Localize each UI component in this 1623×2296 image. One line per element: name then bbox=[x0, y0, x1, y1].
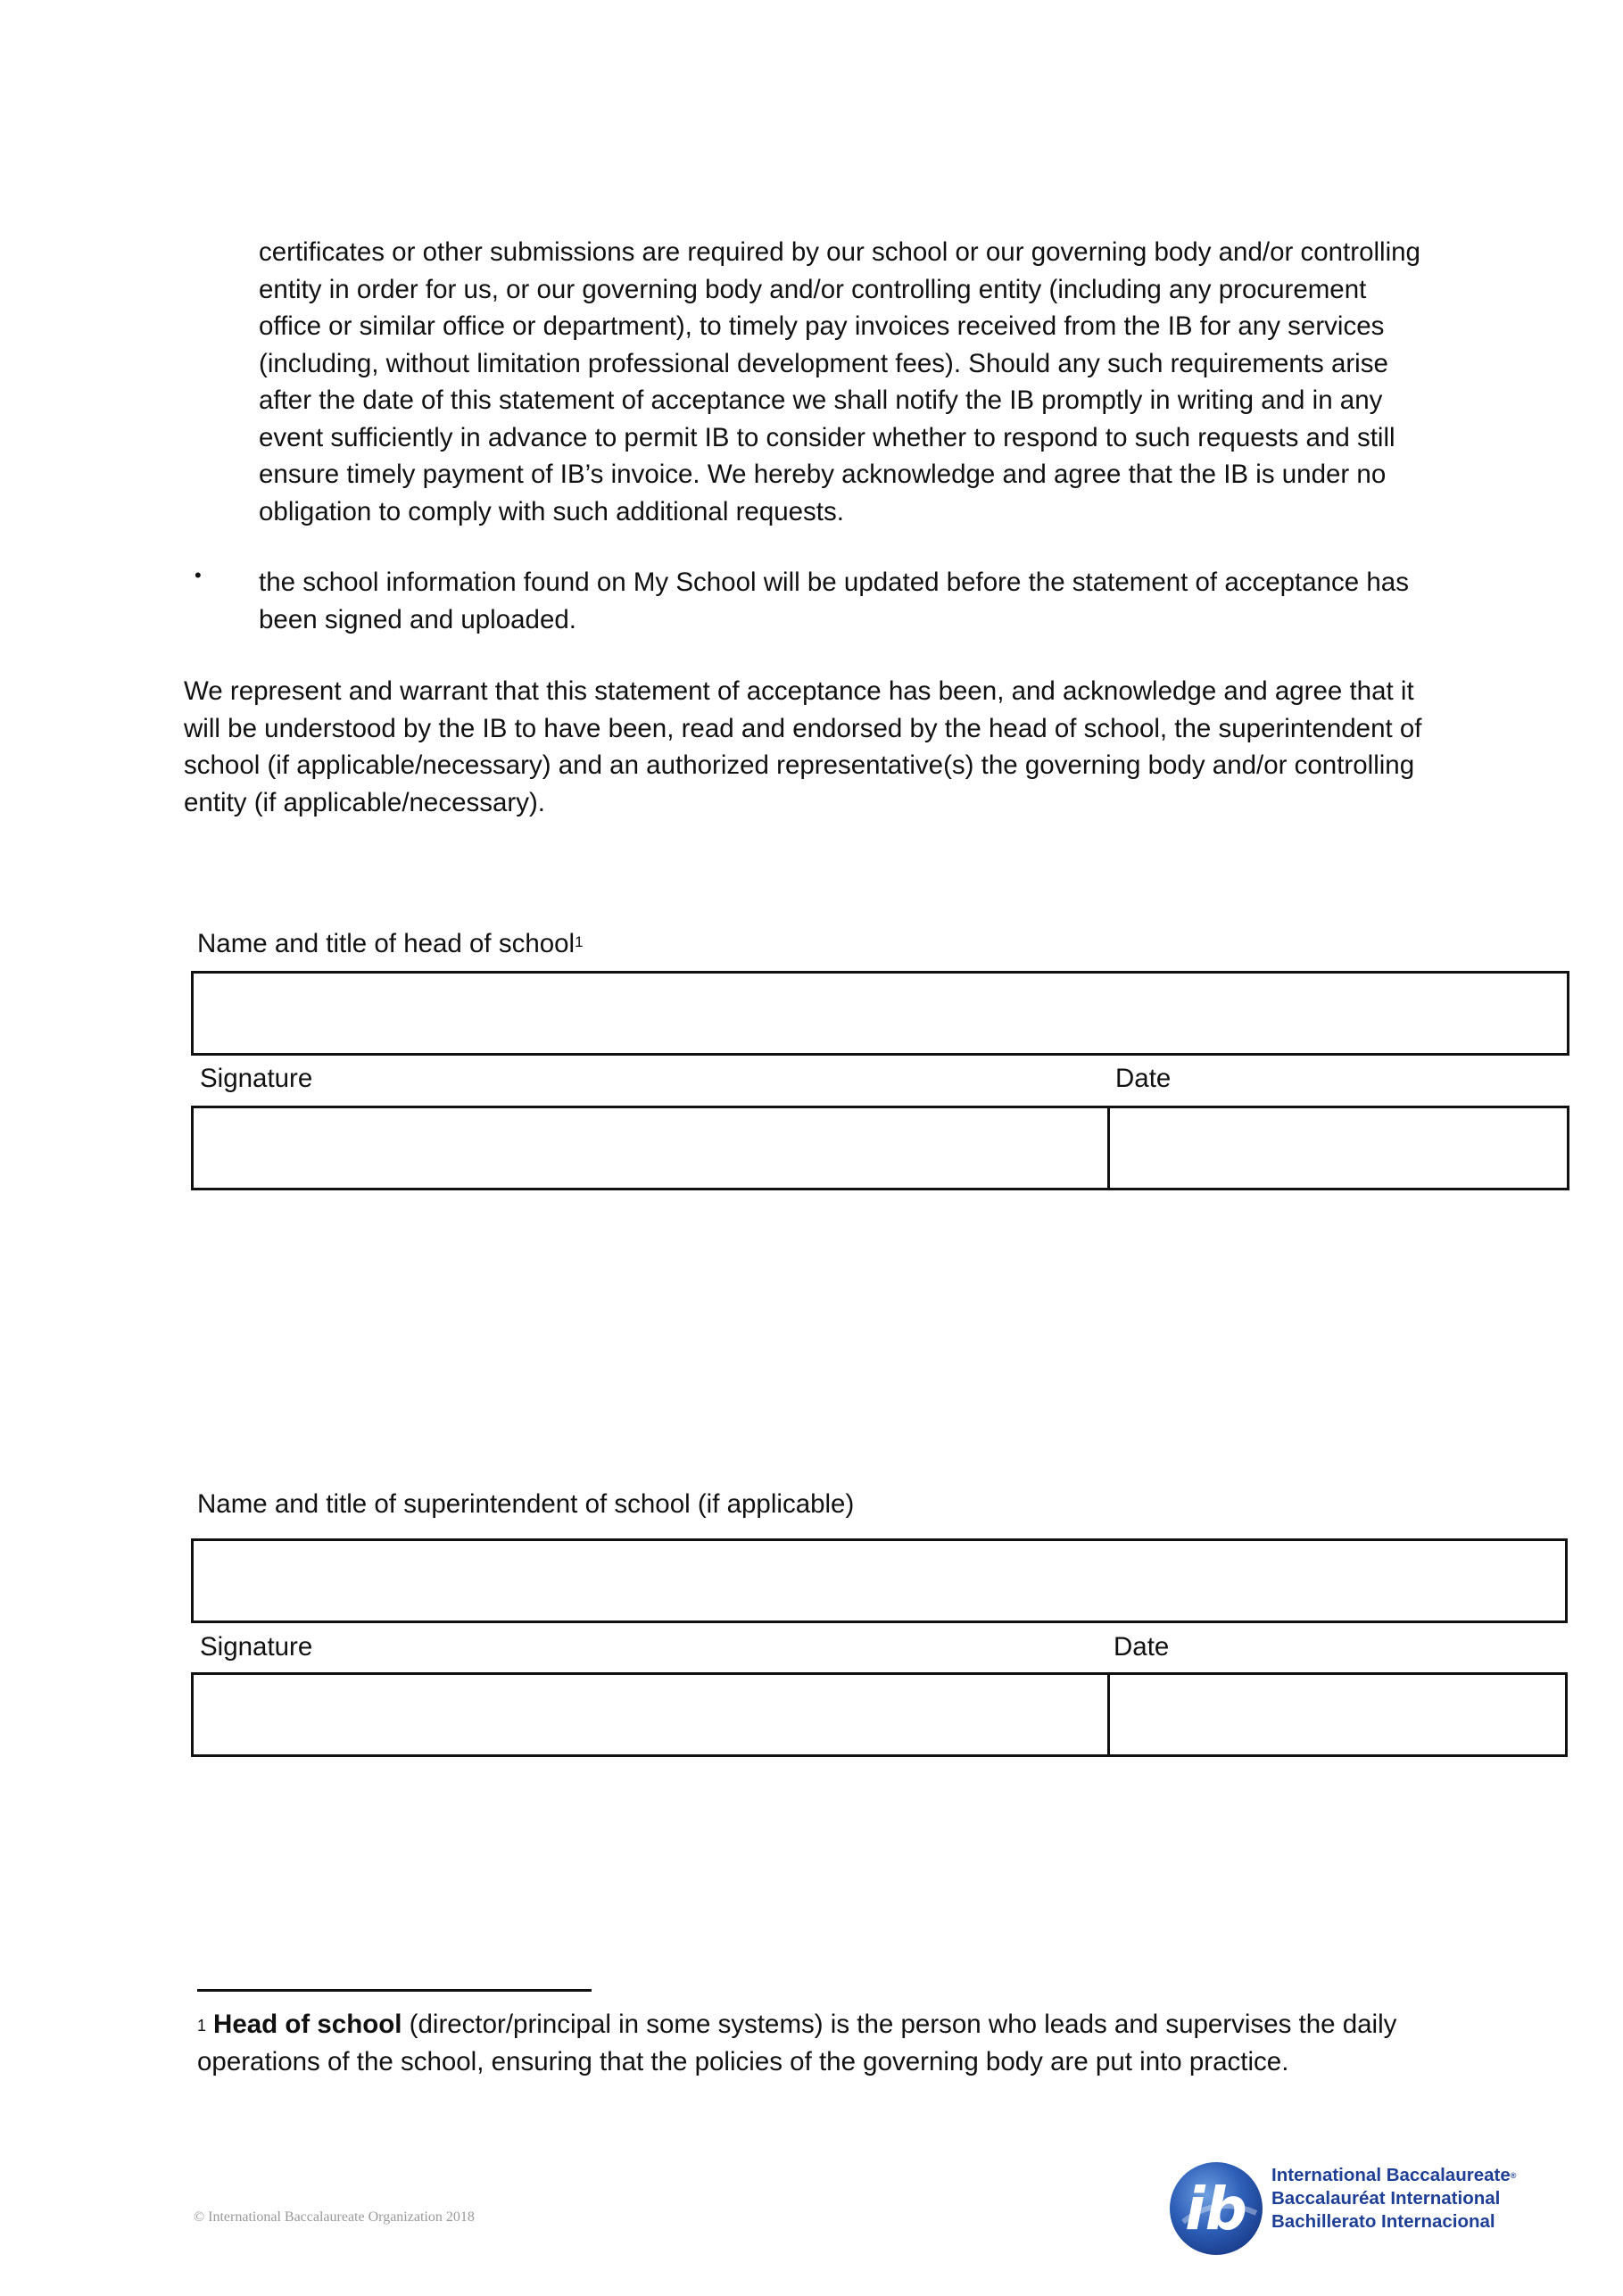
footnote-term: Head of school bbox=[213, 2010, 402, 2039]
text-line: entity (if applicable/necessary). bbox=[184, 787, 545, 817]
org-name-es: Bachillerato Internacional bbox=[1271, 2211, 1495, 2232]
superintendent-date-label: Date bbox=[1114, 1632, 1170, 1662]
footnote-ref: 1 bbox=[575, 933, 584, 950]
superintendent-name-label: Name and title of superintendent of school (if applicable) bbox=[197, 1489, 855, 1519]
footnote-number: 1 bbox=[197, 2017, 207, 2035]
superintendent-name-field[interactable] bbox=[191, 1538, 1568, 1623]
text-line: the school information found on My School will be updated before the statement of acceptance has bbox=[259, 568, 1409, 597]
continuation-paragraph bbox=[259, 234, 1420, 530]
head-signature-label: Signature bbox=[200, 1064, 313, 1093]
logo-text: ib bbox=[1185, 2175, 1247, 2243]
bullet-marker: • bbox=[195, 564, 202, 586]
text-line: entity in order for us, or our governing body and/or controlling entity (including any procurement bbox=[259, 274, 1367, 304]
text-line: school (if applicable/necessary) and an authorized representative(s) the governing body and/or controlling bbox=[184, 750, 1415, 780]
text-line: We represent and warrant that this statement of acceptance has been, and acknowledge and agree that it bbox=[184, 676, 1414, 706]
text-line: certificates or other submissions are required by our school or our governing body and/or controlling bbox=[259, 237, 1420, 267]
registered-mark: ® bbox=[1510, 2171, 1517, 2180]
warranty-paragraph bbox=[184, 673, 1421, 821]
head-date-label: Date bbox=[1115, 1064, 1172, 1093]
ib-organization-names bbox=[1271, 2164, 1516, 2234]
superintendent-signature-field[interactable] bbox=[194, 1675, 1107, 1754]
head-date-field[interactable] bbox=[1110, 1108, 1567, 1188]
superintendent-date-field[interactable] bbox=[1110, 1675, 1565, 1754]
head-name-label bbox=[197, 928, 584, 960]
text-line: been signed and uploaded. bbox=[259, 604, 576, 634]
text-line: ensure timely payment of IB’s invoice. We hereby acknowledge and agree that the IB is under no bbox=[259, 460, 1387, 489]
text-line: office or similar office or department), to timely pay invoices received from the IB for any services bbox=[259, 311, 1385, 341]
text-line: (including, without limitation professional development fees). Should any such requirements arise bbox=[259, 348, 1388, 378]
text-line: obligation to comply with such additional requests. bbox=[259, 496, 844, 526]
footnote-text: operations of the school, ensuring that the policies of the governing body are put into practice. bbox=[197, 2046, 1289, 2076]
org-name-fr: Baccalauréat International bbox=[1271, 2188, 1501, 2209]
text-line: after the date of this statement of acceptance we shall notify the IB promptly in writing and in any bbox=[259, 385, 1383, 415]
head-signature-date-row bbox=[191, 1106, 1569, 1190]
head-name-label-text: Name and title of head of school bbox=[197, 929, 576, 958]
head-signature-field[interactable] bbox=[194, 1108, 1107, 1188]
ib-logo-icon bbox=[1167, 2159, 1265, 2258]
copyright-notice: © International Baccalaureate Organization 2018 bbox=[194, 2209, 475, 2225]
footnote-text: (director/principal in some systems) is the person who leads and supervises the daily bbox=[402, 2010, 1397, 2039]
superintendent-signature-date-row bbox=[191, 1672, 1568, 1757]
org-name-en: International Baccalaureate bbox=[1271, 2165, 1511, 2185]
head-name-field[interactable] bbox=[191, 971, 1569, 1056]
bullet-paragraph bbox=[259, 564, 1409, 638]
text-line: event sufficiently in advance to permit IB to consider whether to respond to such requests and still bbox=[259, 422, 1395, 452]
footnote-separator bbox=[197, 1989, 592, 1992]
superintendent-signature-label: Signature bbox=[200, 1632, 313, 1662]
text-line: will be understood by the IB to have been, read and endorsed by the head of school, the superintendent of bbox=[184, 713, 1422, 743]
footnote bbox=[197, 2006, 1396, 2080]
